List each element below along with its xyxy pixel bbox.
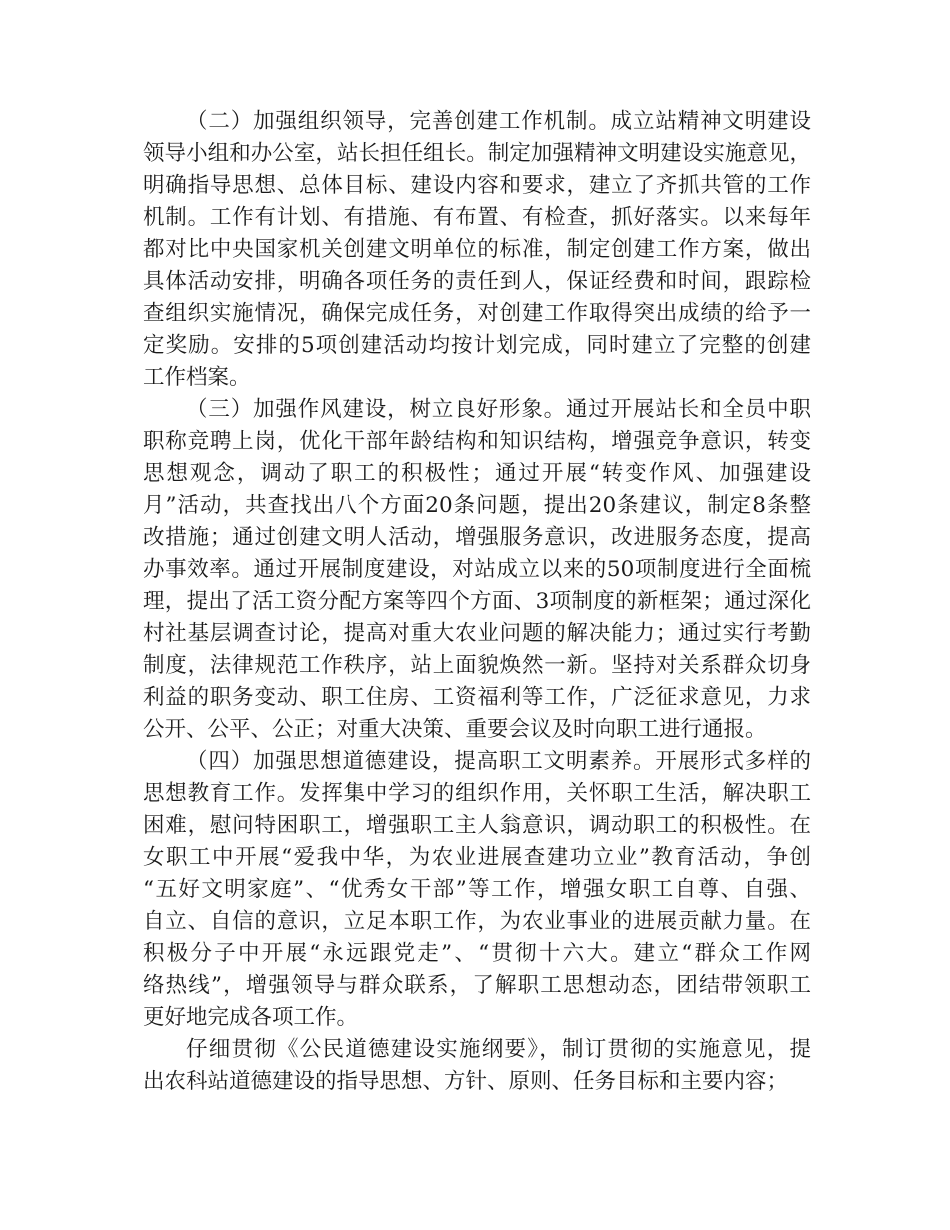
paragraph-4-line-2: 思想教育工作。发挥集中学习的组织作用，关怀职工生活，解决职工 (143, 781, 811, 806)
paragraph-2-line-5: 都对比中央国家机关创建文明单位的标准，制定创建工作方案，做出 (143, 237, 811, 262)
paragraph-3-line-7: 理，提出了活工资分配方案等四个方面、3项制度的新框架；通过深化 (143, 589, 811, 614)
paragraph-5-line-1: 仔细贯彻《公民道德建设实施纲要》，制订贯彻的实施意见，提 (186, 1037, 811, 1062)
paragraph-2-line-7: 查组织实施情况，确保完成任务，对创建工作取得突出成绩的给予一 (143, 301, 811, 326)
paragraph-5-line-2: 出农科站道德建设的指导思想、方针、原则、任务目标和主要内容； (143, 1069, 789, 1094)
paragraph-2-line-1: （二）加强组织领导，完善创建工作机制。成立站精神文明建设 (186, 109, 811, 134)
paragraph-2-line-2: 领导小组和办公室，站长担任组长。制定加强精神文明建设实施意见， (143, 141, 811, 166)
paragraph-4-line-9: 更好地完成各项工作。 (143, 1005, 359, 1030)
paragraph-3-line-6: 办事效率。通过开展制度建设，对站成立以来的50项制度进行全面梳 (143, 557, 811, 582)
paragraph-4-line-6: 自立、自信的意识，立足本职工作，为农业事业的进展贡献力量。在 (143, 909, 811, 934)
paragraph-3-line-1: （三）加强作风建设，树立良好形象。通过开展站长和全员中职 (186, 397, 811, 422)
paragraph-3-line-2: 职称竞聘上岗，优化干部年龄结构和知识结构，增强竞争意识，转变 (143, 429, 811, 454)
paragraph-4-line-7: 积极分子中开展“永远跟党走”、“贯彻十六大。建立“群众工作网 (143, 941, 811, 966)
paragraph-2-line-4: 机制。工作有计划、有措施、有布置、有检查，抓好落实。以来每年 (143, 205, 811, 230)
paragraph-4-line-5: “五好文明家庭”、“优秀女干部”等工作，增强女职工自尊、自强、 (143, 877, 811, 902)
paragraph-4-line-1: （四）加强思想道德建设，提高职工文明素养。开展形式多样的 (186, 749, 811, 774)
paragraph-4-line-3: 困难，慰问特困职工，增强职工主人翁意识，调动职工的积极性。在 (143, 813, 811, 838)
paragraph-3-line-3: 思想观念，调动了职工的积极性；通过开展“转变作风、加强建设 (143, 461, 811, 486)
paragraph-3-line-8: 村社基层调查讨论，提高对重大农业问题的解决能力；通过实行考勤 (143, 621, 811, 646)
paragraph-3-line-10: 利益的职务变动、职工住房、工资福利等工作，广泛征求意见，力求 (143, 685, 811, 710)
paragraph-3-line-5: 改措施；通过创建文明人活动，增强服务意识，改进服务态度，提高 (143, 525, 811, 550)
paragraph-3-line-11: 公开、公平、公正；对重大决策、重要会议及时向职工进行通报。 (143, 717, 767, 742)
document-body (143, 106, 811, 1098)
paragraph-2-line-3: 明确指导思想、总体目标、建设内容和要求，建立了齐抓共管的工作 (143, 173, 811, 198)
paragraph-2-line-6: 具体活动安排，明确各项任务的责任到人，保证经费和时间，跟踪检 (143, 269, 811, 294)
paragraph-3-line-4: 月”活动，共查找出八个方面20条问题，提出20条建议，制定8条整 (143, 493, 811, 518)
paragraph-2-line-9: 工作档案。 (143, 365, 251, 390)
paragraph-3-line-9: 制度，法律规范工作秩序，站上面貌焕然一新。坚持对关系群众切身 (143, 653, 811, 678)
paragraph-4-line-4: 女职工中开展“爱我中华，为农业进展查建功立业”教育活动，争创 (143, 845, 811, 870)
paragraph-2-line-8: 定奖励。安排的5项创建活动均按计划完成，同时建立了完整的创建 (143, 333, 811, 358)
paragraph-4-line-8: 络热线”，增强领导与群众联系，了解职工思想动态，团结带领职工 (143, 973, 811, 998)
